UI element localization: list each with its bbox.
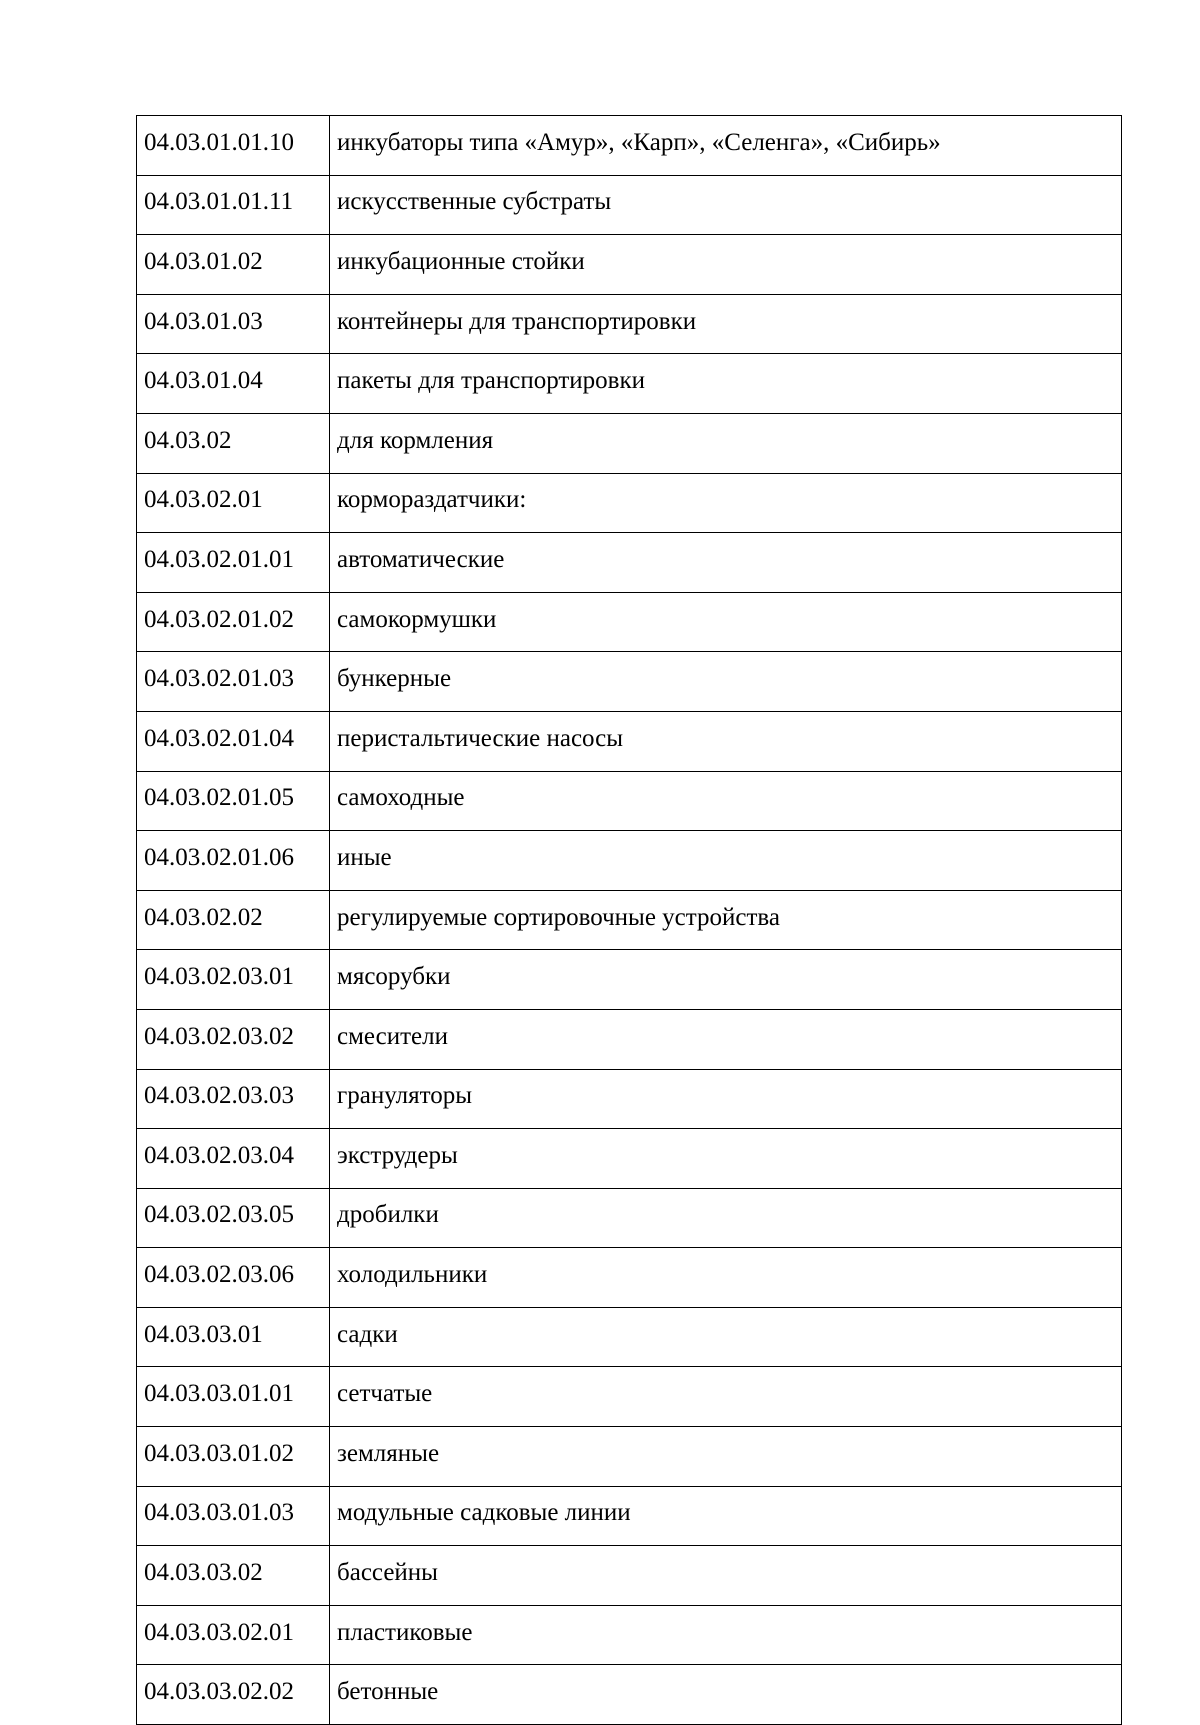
- code-cell: 04.03.02.03.04: [137, 1129, 330, 1189]
- name-cell: перистальтические насосы: [330, 711, 1122, 771]
- code-cell: 04.03.02.03.05: [137, 1188, 330, 1248]
- name-cell: пакеты для транспортировки: [330, 354, 1122, 414]
- code-cell: 04.03.02.01.05: [137, 771, 330, 831]
- table-row: [137, 413, 1122, 473]
- table-row: [137, 1009, 1122, 1069]
- table-row: [137, 711, 1122, 771]
- table-row: [137, 354, 1122, 414]
- table-row: [137, 771, 1122, 831]
- table-row: [137, 1427, 1122, 1487]
- name-cell: дробилки: [330, 1188, 1122, 1248]
- table-row: [137, 831, 1122, 891]
- table-row: [137, 1307, 1122, 1367]
- table-row: [137, 1486, 1122, 1546]
- code-cell: 04.03.02.01.02: [137, 592, 330, 652]
- name-cell: самокормушки: [330, 592, 1122, 652]
- code-cell: 04.03.03.02.01: [137, 1605, 330, 1665]
- code-cell: 04.03.02.01.01: [137, 533, 330, 593]
- name-cell: мясорубки: [330, 950, 1122, 1010]
- code-cell: 04.03.01.02: [137, 235, 330, 295]
- table-row: [137, 1188, 1122, 1248]
- table-row: [137, 950, 1122, 1010]
- name-cell: грануляторы: [330, 1069, 1122, 1129]
- name-cell: контейнеры для транспортировки: [330, 294, 1122, 354]
- code-cell: 04.03.03.01.02: [137, 1427, 330, 1487]
- code-cell: 04.03.02.03.06: [137, 1248, 330, 1308]
- name-cell: инкубаторы типа «Амур», «Карп», «Селенга», «Сибирь»: [330, 116, 1122, 176]
- table-row: [137, 592, 1122, 652]
- table-row: [137, 1069, 1122, 1129]
- name-cell: сетчатые: [330, 1367, 1122, 1427]
- name-cell: регулируемые сортировочные устройства: [330, 890, 1122, 950]
- code-cell: 04.03.01.03: [137, 294, 330, 354]
- table-row: [137, 1248, 1122, 1308]
- name-cell: бассейны: [330, 1546, 1122, 1606]
- name-cell: садки: [330, 1307, 1122, 1367]
- name-cell: пластиковые: [330, 1605, 1122, 1665]
- table-row: [137, 294, 1122, 354]
- code-cell: 04.03.01.01.11: [137, 175, 330, 235]
- code-cell: 04.03.01.04: [137, 354, 330, 414]
- name-cell: самоходные: [330, 771, 1122, 831]
- code-cell: 04.03.02.01.04: [137, 711, 330, 771]
- table-row: [137, 116, 1122, 176]
- table-row: [137, 175, 1122, 235]
- code-cell: 04.03.03.02.02: [137, 1665, 330, 1725]
- classification-table: [136, 115, 1122, 1725]
- table-row: [137, 235, 1122, 295]
- name-cell: искусственные субстраты: [330, 175, 1122, 235]
- table-row: [137, 533, 1122, 593]
- table-row: [137, 1605, 1122, 1665]
- name-cell: холодильники: [330, 1248, 1122, 1308]
- table-row: [137, 890, 1122, 950]
- code-cell: 04.03.02.02: [137, 890, 330, 950]
- table-body: [137, 116, 1122, 1725]
- code-cell: 04.03.02.03.03: [137, 1069, 330, 1129]
- code-cell: 04.03.02.01.03: [137, 652, 330, 712]
- table-row: [137, 1367, 1122, 1427]
- name-cell: земляные: [330, 1427, 1122, 1487]
- name-cell: экструдеры: [330, 1129, 1122, 1189]
- table-row: [137, 473, 1122, 533]
- name-cell: автоматические: [330, 533, 1122, 593]
- name-cell: смесители: [330, 1009, 1122, 1069]
- name-cell: для кормления: [330, 413, 1122, 473]
- name-cell: кормораздатчики:: [330, 473, 1122, 533]
- name-cell: бетонные: [330, 1665, 1122, 1725]
- code-cell: 04.03.03.01.03: [137, 1486, 330, 1546]
- code-cell: 04.03.02: [137, 413, 330, 473]
- table-row: [137, 652, 1122, 712]
- name-cell: модульные садковые линии: [330, 1486, 1122, 1546]
- name-cell: иные: [330, 831, 1122, 891]
- code-cell: 04.03.02.01: [137, 473, 330, 533]
- code-cell: 04.03.01.01.10: [137, 116, 330, 176]
- code-cell: 04.03.02.01.06: [137, 831, 330, 891]
- code-cell: 04.03.03.01.01: [137, 1367, 330, 1427]
- code-cell: 04.03.03.01: [137, 1307, 330, 1367]
- table-row: [137, 1129, 1122, 1189]
- name-cell: бункерные: [330, 652, 1122, 712]
- code-cell: 04.03.02.03.02: [137, 1009, 330, 1069]
- table-row: [137, 1546, 1122, 1606]
- table-row: [137, 1665, 1122, 1725]
- code-cell: 04.03.03.02: [137, 1546, 330, 1606]
- code-cell: 04.03.02.03.01: [137, 950, 330, 1010]
- name-cell: инкубационные стойки: [330, 235, 1122, 295]
